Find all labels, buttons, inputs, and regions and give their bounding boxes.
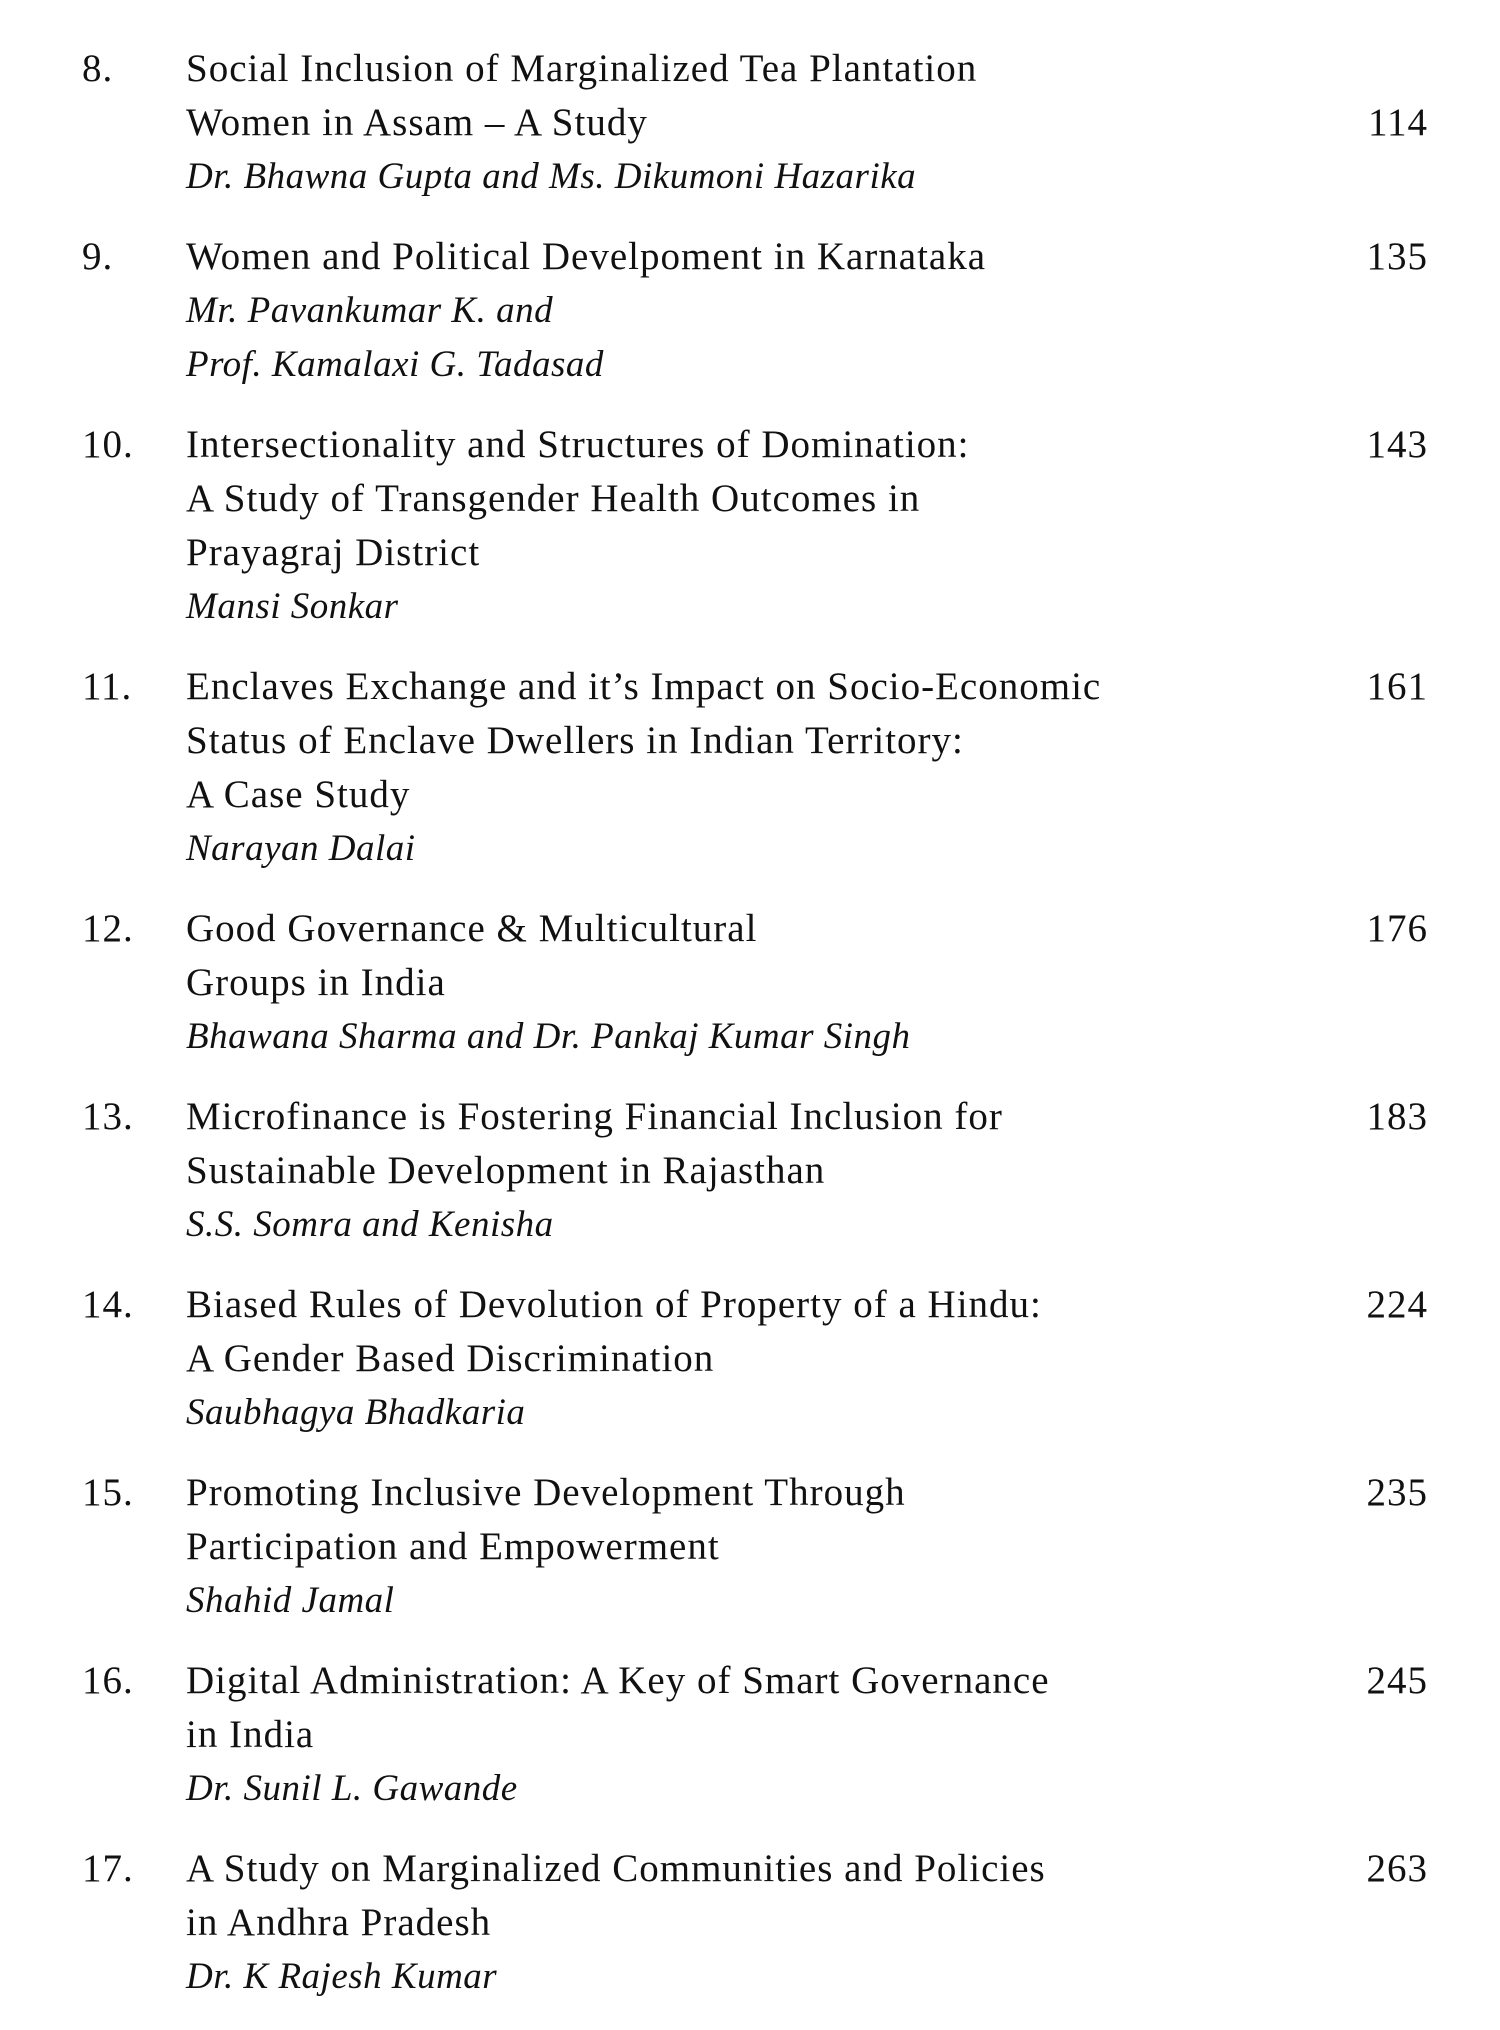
entry-body xyxy=(186,660,1286,876)
entry-body xyxy=(186,1278,1286,1440)
entry-page-number: 161 xyxy=(1366,665,1428,708)
entry-title-line: Women in Assam – A Study xyxy=(186,101,648,144)
entry-author-line: Bhawana Sharma and Dr. Pankaj Kumar Singh xyxy=(186,1016,911,1057)
entry-number: 17. xyxy=(82,1847,134,1890)
entry-page-number: 235 xyxy=(1366,1471,1428,1514)
entry-title-line: Groups in India xyxy=(186,961,446,1004)
entry-author-line: Saubhagya Bhadkaria xyxy=(186,1392,526,1433)
toc-entry[interactable] xyxy=(0,902,1500,1064)
entry-body xyxy=(186,418,1286,634)
table-of-contents xyxy=(0,42,1500,2030)
toc-entry[interactable] xyxy=(0,418,1500,634)
entry-title-line: Social Inclusion of Marginalized Tea Plantation xyxy=(186,47,978,90)
entry-author-line: Prof. Kamalaxi G. Tadasad xyxy=(186,344,604,385)
entry-title-line: A Study of Transgender Health Outcomes in xyxy=(186,477,921,520)
entry-title-line: Enclaves Exchange and it’s Impact on Socio-Economic xyxy=(186,665,1102,708)
entry-title-line: in India xyxy=(186,1713,315,1756)
entry-author-line: Mansi Sonkar xyxy=(186,586,399,627)
toc-entry[interactable] xyxy=(0,42,1500,204)
entry-title-line: Digital Administration: A Key of Smart Governance xyxy=(186,1659,1050,1702)
entry-title-line: Sustainable Development in Rajasthan xyxy=(186,1149,826,1192)
entry-number: 12. xyxy=(82,907,134,950)
entry-number: 13. xyxy=(82,1095,134,1138)
entry-title-line: Participation and Empowerment xyxy=(186,1525,720,1568)
entry-page-number: 135 xyxy=(1366,235,1428,278)
entry-author-line: S.S. Somra and Kenisha xyxy=(186,1204,554,1245)
entry-author-line: Mr. Pavankumar K. and xyxy=(186,290,554,331)
entry-title-line: A Gender Based Discrimination xyxy=(186,1337,715,1380)
entry-body xyxy=(186,1466,1286,1628)
entry-number: 11. xyxy=(82,665,133,708)
toc-entry[interactable] xyxy=(0,1090,1500,1252)
entry-title-line: in Andhra Pradesh xyxy=(186,1901,492,1944)
entry-title-line: Promoting Inclusive Development Through xyxy=(186,1471,906,1514)
entry-page-number: 224 xyxy=(1366,1283,1428,1326)
toc-entry[interactable] xyxy=(0,230,1500,392)
entry-page-number: 143 xyxy=(1366,423,1428,466)
toc-entry[interactable] xyxy=(0,660,1500,876)
entry-title-line: A Study on Marginalized Communities and Policies xyxy=(186,1847,1046,1890)
entry-body xyxy=(186,42,1286,204)
entry-author-line: Dr. K Rajesh Kumar xyxy=(186,1956,498,1997)
entry-body xyxy=(186,1090,1286,1252)
entry-title-line: Biased Rules of Devolution of Property of a Hindu: xyxy=(186,1283,1042,1326)
toc-entry[interactable] xyxy=(0,1654,1500,1816)
entry-title-line: A Case Study xyxy=(186,773,411,816)
entry-number: 9. xyxy=(82,235,114,278)
entry-title-line: Good Governance & Multicultural xyxy=(186,907,758,950)
entry-number: 14. xyxy=(82,1283,134,1326)
entry-number: 8. xyxy=(82,47,114,90)
entry-author-line: Dr. Bhawna Gupta and Ms. Dikumoni Hazarika xyxy=(186,156,917,197)
entry-body xyxy=(186,1842,1286,2004)
entry-page-number: 263 xyxy=(1366,1847,1428,1890)
toc-entry[interactable] xyxy=(0,1278,1500,1440)
entry-body xyxy=(186,1654,1286,1816)
entry-page-number: 183 xyxy=(1366,1095,1428,1138)
entry-page-number: 245 xyxy=(1366,1659,1428,1702)
entry-body xyxy=(186,230,1286,392)
toc-entry[interactable] xyxy=(0,1842,1500,2004)
entry-page-number: 114 xyxy=(1367,101,1428,144)
entry-title-line: Prayagraj District xyxy=(186,531,481,574)
entry-number: 16. xyxy=(82,1659,134,1702)
entry-title-line: Microfinance is Fostering Financial Inclusion for xyxy=(186,1095,1003,1138)
toc-entry[interactable] xyxy=(0,1466,1500,1628)
entry-title-line: Intersectionality and Structures of Domination: xyxy=(186,423,970,466)
entry-author-line: Narayan Dalai xyxy=(186,828,416,869)
entry-body xyxy=(186,902,1286,1064)
entry-title-line: Women and Political Develpoment in Karnataka xyxy=(186,235,987,278)
entry-author-line: Dr. Sunil L. Gawande xyxy=(186,1768,518,1809)
entry-title-line: Status of Enclave Dwellers in Indian Territory: xyxy=(186,719,964,762)
entry-number: 10. xyxy=(82,423,134,466)
entry-page-number: 176 xyxy=(1366,907,1428,950)
entry-number: 15. xyxy=(82,1471,134,1514)
entry-author-line: Shahid Jamal xyxy=(186,1580,395,1621)
